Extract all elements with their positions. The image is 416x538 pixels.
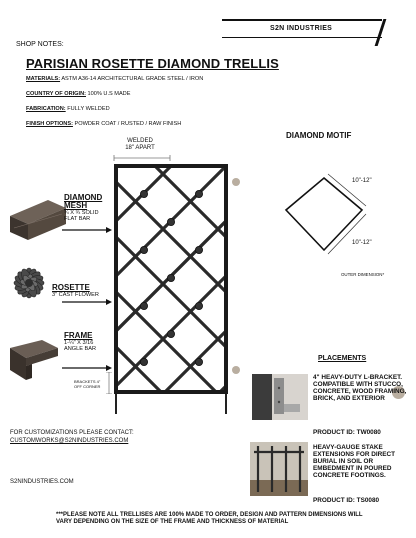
spec-value: ASTM A36-14 ARCHITECTURAL GRADE STEEL / IRON xyxy=(60,76,204,82)
motif-dimension-bottom: 10"-12" xyxy=(352,240,372,246)
component-title: DIAMOND xyxy=(64,193,103,202)
brand-name: S2N INDUSTRIES xyxy=(270,25,333,32)
component-desc-line2: FLAT BAR xyxy=(64,216,91,223)
placement-stake-id: PRODUCT ID: TS0080 xyxy=(313,497,380,504)
stake-photo xyxy=(250,442,308,496)
brackets-note: BRACKETS 4" OFF CORNER xyxy=(74,379,101,389)
motif-outer-note: OUTER DIMENSION* xyxy=(341,272,385,277)
component-desc-line2: ANGLE BAR xyxy=(64,346,97,353)
website-link[interactable]: S2NINDUSTRIES.COM xyxy=(10,479,74,485)
customization-note: FOR CUSTOMIZATIONS PLEASE CONTACT: xyxy=(10,430,134,436)
weld-spacing-label xyxy=(118,138,162,152)
spec-value: 100% U.S MADE xyxy=(85,91,131,97)
shop-notes-label: SHOP NOTES: xyxy=(16,41,64,48)
trellis-drawing xyxy=(100,152,240,414)
spec-finish xyxy=(26,121,181,127)
component-desc: 3" CAST FLOWER xyxy=(52,292,99,298)
motif-dimension-top: 10"-12" xyxy=(352,178,372,184)
spec-fabrication xyxy=(26,106,110,112)
component-desc: ¾ X ¾ SOLID xyxy=(64,210,99,216)
spec-key: COUNTRY OF ORIGIN: xyxy=(26,91,86,97)
spec-value: FULLY WELDED xyxy=(65,106,110,112)
brand-top-rule xyxy=(222,19,382,21)
diamond-mesh-bars xyxy=(100,152,240,414)
rosette-photo xyxy=(8,262,50,304)
component-title-line2: MESH xyxy=(64,201,88,210)
spacing-text: 18" APART xyxy=(125,145,155,151)
brand-slash-mark xyxy=(375,19,387,46)
placement-bracket-text: 4" HEAVY-DUTY L-BRACKET. COMPATIBLE WITH STUCCO, CONCRETE, WOOD FRAMING, BRICK, AND EXTERIOR xyxy=(313,374,407,402)
angle-bar-photo xyxy=(8,338,60,382)
component-desc: 1-¼" X 3/16 xyxy=(64,340,94,346)
spec-key: MATERIALS: xyxy=(26,76,61,82)
spec-key: FABRICATION: xyxy=(26,106,66,112)
spec-key: FINISH OPTIONS: xyxy=(26,121,73,127)
page-title: PARISIAN ROSETTE DIAMOND TRELLIS xyxy=(26,56,279,71)
motif-title: DIAMOND MOTIF xyxy=(286,131,352,140)
placements-title: PLACEMENTS xyxy=(318,355,367,362)
placement-bracket-id: PRODUCT ID: TW0080 xyxy=(313,429,381,436)
placement-stake-text: HEAVY-GAUGE STAKE EXTENSIONS FOR DIRECT BURIAL IN SOIL OR EMBEDMENT IN POURED CONCRETE FOOTINGS. xyxy=(313,444,396,479)
made-to-order-footnote: ***PLEASE NOTE ALL TRELLISES ARE 100% MADE TO ORDER, DESIGN AND PATTERN DIMENSIONS WILL VARY DEPENDING ON THE SIZE OF THE FRAME AND THICKNESS OF MATERIAL xyxy=(56,512,363,525)
spec-origin xyxy=(26,91,130,97)
contact-email-link[interactable]: CUSTOMWORKS@S2NINDUSTRIES.COM xyxy=(10,438,129,444)
l-bracket-photo xyxy=(252,374,308,420)
flat-bar-photo xyxy=(8,198,66,242)
bracket-markers xyxy=(232,178,240,374)
spec-value: POWDER COAT / RUSTED / RAW FINISH xyxy=(72,121,182,127)
component-title: FRAME xyxy=(64,331,93,340)
spec-materials xyxy=(26,76,203,82)
motif-diagram xyxy=(264,158,404,268)
callout-arrows xyxy=(60,200,114,380)
welded-text: WELDED xyxy=(127,138,153,144)
component-title: ROSETTE xyxy=(52,283,90,292)
brand-bottom-rule xyxy=(222,37,382,38)
